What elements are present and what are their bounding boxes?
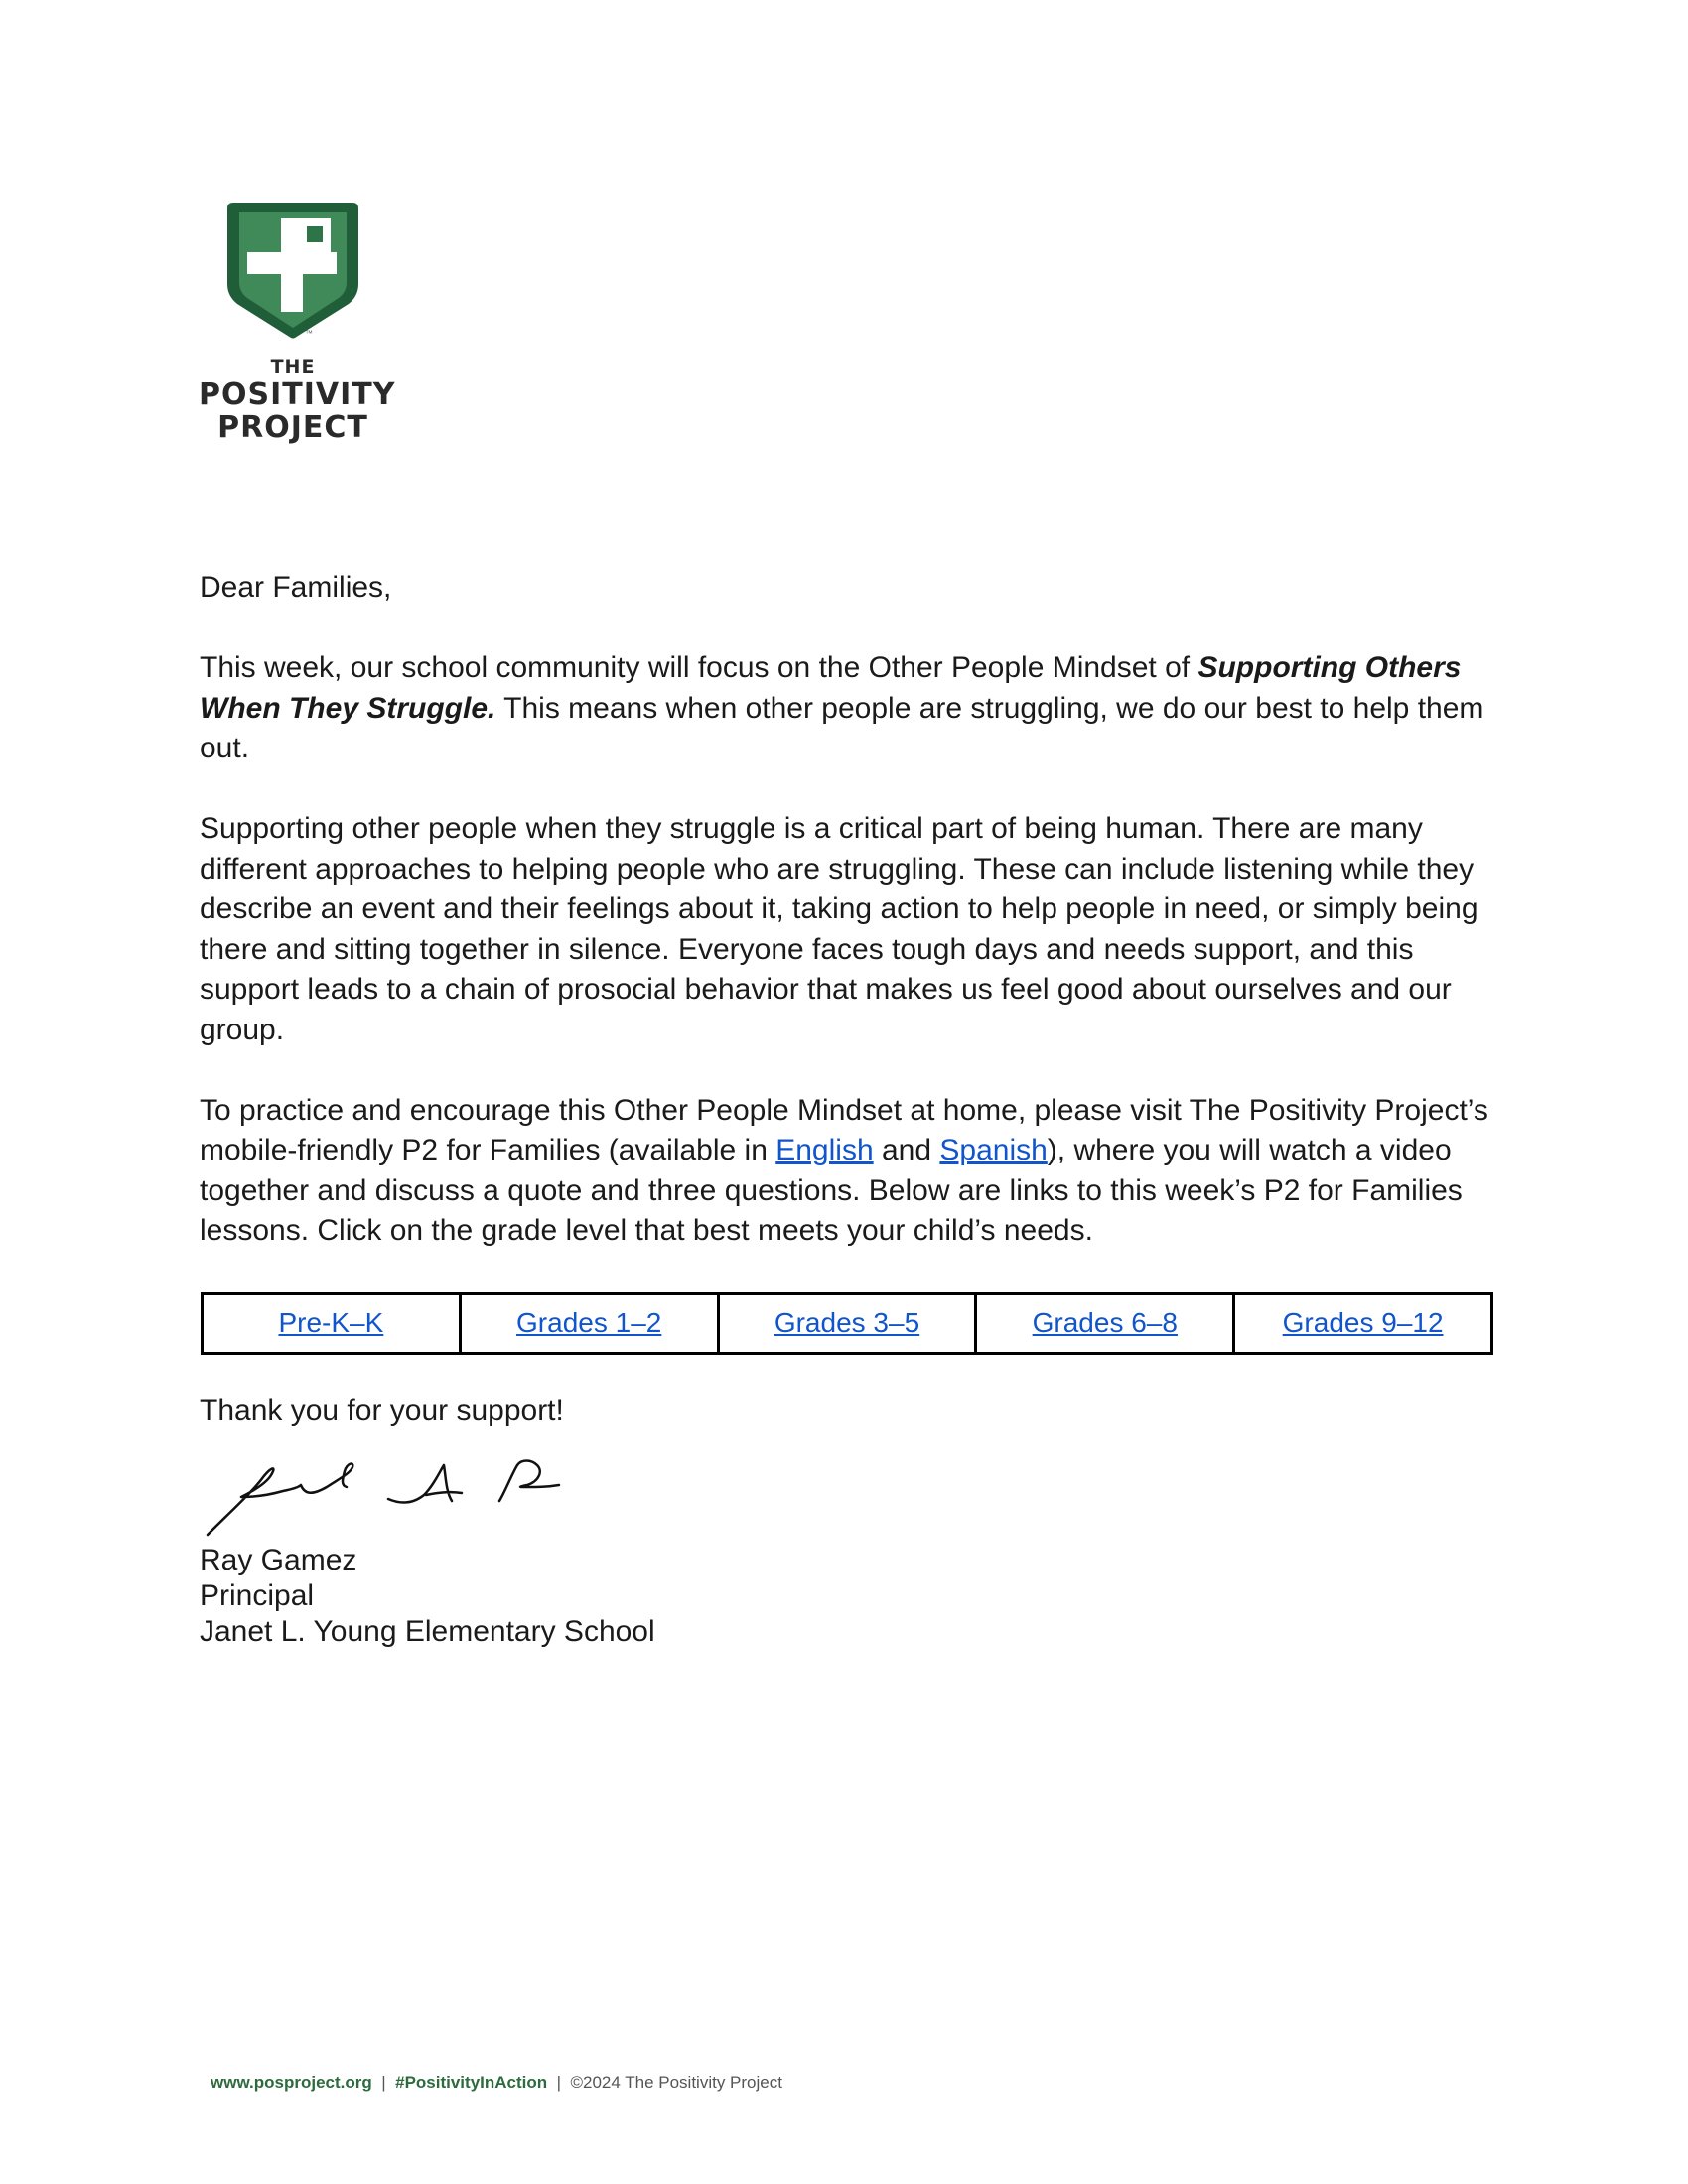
mindset-emphasis: Supporting Others When They Struggle. [200, 651, 1462, 725]
trademark-mark: ™ [305, 329, 313, 338]
english-link[interactable]: English [775, 1134, 874, 1166]
grade-link-1-2[interactable]: Grades 1–2 [516, 1306, 662, 1338]
footer-hashtag: #PositivityInAction [395, 2073, 548, 2092]
p3-start: To practice and encourage this Other People Mindset at home, please visit The Positivity Project’s mobile-friendly P2 for Families (available in [200, 1093, 1488, 1166]
p1-start: This week, our school community will focus on the Other People Mindset of [200, 651, 1198, 684]
greeting: Dear Families, [200, 571, 392, 604]
spanish-link[interactable]: Spanish [939, 1134, 1048, 1166]
footer-separator-2: | [556, 2073, 562, 2092]
paragraph-supporting: Supporting other people when they struggle is a critical part of being human. There are many different approaches to helping people who are struggling. These can include listening while they describe an event and their feelings about it, taking action to help people in need, or simply being there and sitting together in silence. Everyone faces tough days and needs support, and this support leads to a chain of prosocial behavior that makes us feel good about ourselves and our group. [200, 812, 1478, 1046]
logo-line-the: THE [270, 356, 316, 378]
footer-website[interactable]: www.posproject.org [211, 2073, 372, 2092]
grade-cell-3-5 [718, 1294, 976, 1354]
footer [211, 2073, 782, 2093]
grade-cell-6-8 [976, 1294, 1234, 1354]
paragraph-practice [200, 1091, 1490, 1252]
letter-body [200, 568, 1490, 1650]
signer-title: Principal [200, 1578, 315, 1612]
logo-line-project: PROJECT [217, 410, 368, 445]
signer-name: Ray Gamez [200, 1543, 357, 1576]
p3-and: and [873, 1134, 940, 1166]
signer-school: Janet L. Young Elementary School [200, 1614, 655, 1648]
p3-end: ), where you will watch a video together and discuss a quote and three questions. Below are links to this week’s P2 for Families lessons. Click on the grade level that best meets your child’s needs. [200, 1134, 1463, 1247]
signature [202, 1451, 619, 1541]
p1-end: This means when other people are struggling, we do our best to help them out. [200, 691, 1484, 764]
paragraph-mindset [200, 648, 1490, 769]
signoff-block [200, 1543, 1490, 1650]
grade-link-3-5[interactable]: Grades 3–5 [774, 1306, 920, 1338]
logo-line-positivity: POSITIVITY [199, 377, 396, 412]
grade-cell-9-12 [1234, 1294, 1492, 1354]
grade-link-prek-k[interactable]: Pre-K–K [278, 1306, 384, 1338]
grade-links-table [201, 1292, 1493, 1355]
positivity-project-logo [199, 197, 396, 445]
grade-link-6-8[interactable]: Grades 6–8 [1032, 1306, 1178, 1338]
shield-plus-icon [223, 197, 362, 341]
grade-links-row [203, 1294, 1492, 1354]
footer-copyright: ©2024 The Positivity Project [570, 2073, 782, 2092]
grade-link-9-12[interactable]: Grades 9–12 [1282, 1306, 1444, 1338]
grade-cell-prek [203, 1294, 461, 1354]
grade-cell-1-2 [460, 1294, 718, 1354]
footer-separator: | [381, 2073, 386, 2092]
thank-you-line: Thank you for your support! [200, 1394, 564, 1427]
